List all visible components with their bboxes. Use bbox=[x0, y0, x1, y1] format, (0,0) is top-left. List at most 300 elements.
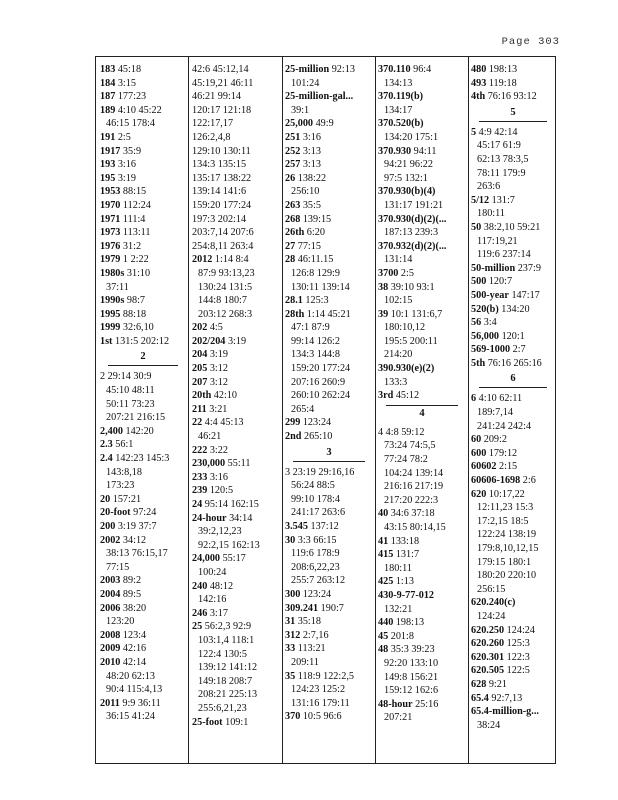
page-line-references: 2:15 bbox=[499, 461, 518, 473]
page-line-references: 62:13 78:3,5 bbox=[477, 153, 529, 165]
index-entry bbox=[471, 678, 555, 692]
page-line-references: 38:2,10 59:21 bbox=[483, 221, 541, 233]
page-line-references: 46:21 99:14 bbox=[192, 91, 241, 103]
page-line-references: 179:15 180:1 bbox=[477, 556, 532, 568]
page-line-references: 77:24 78:2 bbox=[384, 454, 428, 466]
index-entry bbox=[100, 629, 186, 643]
index-entry bbox=[100, 294, 186, 308]
index-term: 56 bbox=[471, 317, 482, 329]
index-term: 257 bbox=[285, 159, 301, 171]
index-entry bbox=[471, 221, 555, 235]
index-entry bbox=[100, 670, 186, 684]
index-entry bbox=[285, 172, 373, 186]
index-entry bbox=[378, 213, 466, 227]
page-line-references: 198:13 bbox=[488, 64, 518, 75]
index-term: 187 bbox=[100, 91, 116, 103]
page-line-references: 35:18 bbox=[297, 616, 321, 628]
index-term: 60606-1698 bbox=[471, 475, 521, 487]
index-term: 500-year bbox=[471, 289, 509, 301]
page-line-references: 208:6,22,23 bbox=[291, 561, 340, 573]
page-line-references: 35:5 bbox=[302, 199, 321, 211]
page-line-references: 134:3 144:8 bbox=[291, 349, 340, 361]
page-line-references: 3:19 37:7 bbox=[117, 521, 157, 532]
page-line-references: 134:20 175:1 bbox=[384, 131, 439, 143]
page-line-references: 2:6 bbox=[522, 475, 536, 487]
page-line-references: 113:11 bbox=[122, 227, 151, 239]
index-term: 246 bbox=[192, 607, 208, 619]
page-line-references: 131:16 179:11 bbox=[291, 697, 350, 709]
page-line-references: 39:1 bbox=[291, 104, 310, 116]
page-line-references: 102:15 bbox=[384, 295, 413, 307]
index-entry bbox=[100, 398, 186, 412]
page-line-references: 35:3 39:23 bbox=[390, 644, 435, 656]
index-term: 60 bbox=[471, 434, 482, 446]
page-line-references: 120:17 121:18 bbox=[192, 104, 252, 116]
page-line-references: 4:9 42:14 bbox=[478, 126, 518, 138]
page-line-references: 77:15 bbox=[297, 240, 321, 252]
index-entry bbox=[192, 172, 280, 186]
page-line-references: 120:5 bbox=[209, 485, 234, 497]
index-entry bbox=[192, 620, 280, 634]
index-entry bbox=[192, 158, 280, 172]
page-line-references: 97:24 bbox=[133, 507, 157, 519]
page-line-references: 216:16 217:19 bbox=[384, 481, 444, 493]
index-entry bbox=[471, 501, 555, 515]
page-line-references: 31:10 bbox=[126, 267, 151, 279]
page-line-references: 131:5 202:12 bbox=[115, 335, 170, 347]
index-entry bbox=[285, 158, 373, 172]
index-entry bbox=[192, 362, 280, 376]
index-term: 2008 bbox=[100, 629, 121, 641]
page-line-references: 3:22 bbox=[209, 444, 228, 456]
index-entry bbox=[285, 226, 373, 240]
index-entry bbox=[192, 185, 280, 199]
index-term: 38 bbox=[378, 281, 389, 293]
column-divider bbox=[468, 57, 469, 763]
index-term: 65.4 bbox=[471, 692, 489, 704]
index-term: 2,400 bbox=[100, 425, 123, 437]
index-entry bbox=[471, 153, 555, 167]
index-entry bbox=[285, 403, 373, 417]
index-term: 50 bbox=[471, 221, 482, 233]
index-entry bbox=[378, 321, 466, 335]
index-entry bbox=[285, 574, 373, 588]
index-term: 520(b) bbox=[471, 303, 499, 315]
page-line-references: 46:21 bbox=[198, 431, 222, 443]
index-term: 25-foot bbox=[192, 716, 223, 728]
index-entry bbox=[100, 615, 186, 629]
page-line-references: 265:4 bbox=[291, 403, 315, 415]
index-entry bbox=[192, 348, 280, 362]
index-entry bbox=[471, 248, 555, 262]
index-entry bbox=[192, 90, 280, 104]
index-entry bbox=[100, 63, 186, 77]
page-line-references: 98:7 bbox=[126, 295, 146, 307]
index-entry bbox=[192, 335, 280, 349]
index-entry bbox=[471, 488, 555, 502]
index-entry bbox=[378, 348, 466, 362]
page-line-references: 119:6 178:9 bbox=[291, 548, 340, 560]
index-term: 28.1 bbox=[285, 295, 303, 307]
page-line-references: 3:16 bbox=[117, 159, 136, 171]
index-term: 600 bbox=[471, 447, 487, 459]
page-line-references: 189:7,14 bbox=[477, 407, 513, 419]
index-entry bbox=[378, 671, 466, 685]
index-entry bbox=[285, 321, 373, 335]
index-term: 30 bbox=[285, 534, 296, 546]
page-line-references: 122:17,17 bbox=[192, 118, 234, 130]
page-line-references: 104:24 139:14 bbox=[384, 467, 444, 479]
page-line-references: 173:23 bbox=[106, 480, 135, 492]
index-entry bbox=[378, 362, 466, 376]
index-term: 620.301 bbox=[471, 651, 505, 663]
index-entry bbox=[100, 104, 186, 118]
page-line-references: 1:13 bbox=[395, 576, 414, 588]
index-column-5 bbox=[471, 63, 555, 759]
index-entry bbox=[285, 308, 373, 322]
index-entry bbox=[285, 479, 373, 493]
index-entry bbox=[192, 416, 280, 430]
index-entry bbox=[100, 131, 186, 145]
page-line-references: 46:11.15 bbox=[297, 254, 334, 266]
page-line-references: 122:24 138:19 bbox=[477, 529, 537, 541]
index-entry bbox=[100, 90, 186, 104]
index-term: 239 bbox=[192, 485, 208, 497]
page-line-references: 3:19 bbox=[227, 335, 247, 347]
index-term: 370.932(d)(2)(... bbox=[378, 240, 447, 252]
index-entry bbox=[285, 493, 373, 507]
index-term: 189 bbox=[100, 104, 116, 116]
index-entry bbox=[378, 535, 466, 549]
index-term: 620.250 bbox=[471, 624, 505, 636]
page-line-references: 34:12 bbox=[122, 534, 147, 546]
index-term: 28 bbox=[285, 254, 296, 266]
page-line-references: 135:17 138:22 bbox=[192, 172, 252, 184]
index-entry bbox=[471, 406, 555, 420]
index-entry bbox=[285, 104, 373, 118]
page-line-references: 2:7,16 bbox=[302, 629, 329, 641]
index-term: 370.520(b) bbox=[378, 118, 424, 130]
index-entry bbox=[100, 308, 186, 322]
index-entry bbox=[192, 376, 280, 390]
index-entry bbox=[100, 574, 186, 588]
page-line-references: 3:17 bbox=[209, 607, 228, 619]
index-entry bbox=[285, 629, 373, 643]
index-term: 26th bbox=[285, 227, 305, 239]
index-term: 309.241 bbox=[285, 602, 319, 614]
index-entry bbox=[378, 308, 466, 322]
index-entry bbox=[285, 697, 373, 711]
index-entry bbox=[471, 692, 555, 706]
index-entry bbox=[100, 697, 186, 711]
page-line-references: 25:16 bbox=[415, 698, 439, 710]
index-entry bbox=[192, 525, 280, 539]
index-entry bbox=[471, 433, 555, 447]
index-entry bbox=[100, 411, 186, 425]
index-entry bbox=[471, 180, 555, 194]
index-frame bbox=[95, 56, 556, 764]
index-term: 28th bbox=[285, 308, 305, 320]
index-entry bbox=[192, 539, 280, 553]
index-entry bbox=[285, 253, 373, 267]
index-entry bbox=[471, 528, 555, 542]
index-entry bbox=[192, 716, 280, 730]
index-term: 2012 bbox=[192, 254, 213, 266]
index-term: 24-hour bbox=[192, 512, 227, 524]
index-entry bbox=[192, 104, 280, 118]
index-entry bbox=[100, 466, 186, 480]
index-entry bbox=[471, 651, 555, 665]
index-term: 2010 bbox=[100, 656, 121, 668]
index-entry bbox=[192, 688, 280, 702]
index-entry bbox=[192, 253, 280, 267]
index-entry bbox=[378, 426, 466, 440]
index-section-letter: 6 bbox=[479, 372, 547, 388]
index-entry bbox=[378, 226, 466, 240]
index-entry bbox=[192, 593, 280, 607]
page-line-references: 142:16 bbox=[198, 594, 227, 606]
index-term: 230,000 bbox=[192, 458, 226, 470]
index-entry bbox=[192, 199, 280, 213]
page-line-references: 208:21 225:13 bbox=[198, 689, 258, 701]
index-term: 312 bbox=[285, 629, 301, 641]
index-term: 370.930(b)(4) bbox=[378, 186, 436, 198]
index-entry bbox=[285, 131, 373, 145]
page-line-references: 100:24 bbox=[198, 566, 227, 578]
index-term: 440 bbox=[378, 617, 394, 629]
index-entry bbox=[100, 506, 186, 520]
index-entry bbox=[192, 321, 280, 335]
page-line-references: 3:13 bbox=[302, 145, 321, 157]
index-term: 240 bbox=[192, 580, 208, 592]
page-line-references: 129:10 130:11 bbox=[192, 145, 251, 157]
index-entry bbox=[471, 63, 555, 77]
index-entry bbox=[100, 425, 186, 439]
index-entry bbox=[100, 321, 186, 335]
index-entry bbox=[100, 493, 186, 507]
index-entry bbox=[471, 542, 555, 556]
page-line-references: 1 2:22 bbox=[122, 254, 149, 266]
index-term: 45 bbox=[378, 630, 389, 642]
index-term: 2006 bbox=[100, 602, 121, 614]
index-term: 5/12 bbox=[471, 194, 490, 206]
page-line-references: 131:7 bbox=[491, 194, 515, 206]
index-entry bbox=[100, 656, 186, 670]
page-line-references: 34:14 bbox=[229, 512, 253, 524]
index-term: 20th bbox=[192, 390, 212, 402]
index-term: 22 bbox=[192, 417, 203, 429]
index-entry bbox=[285, 376, 373, 390]
page-line-references: 39:10 93:1 bbox=[390, 281, 435, 293]
page-line-references: 134:17 bbox=[384, 104, 413, 116]
page-line-references: 131:17 191:21 bbox=[384, 199, 444, 211]
index-term: 1971 bbox=[100, 213, 121, 225]
page-line-references: 111:4 bbox=[122, 213, 146, 225]
index-term: 184 bbox=[100, 77, 116, 89]
index-term: 1980s bbox=[100, 267, 125, 279]
index-entry bbox=[471, 194, 555, 208]
page-line-references: 10:1 131:6,7 bbox=[390, 308, 443, 320]
page-line-references: 2:5 bbox=[117, 131, 131, 143]
index-entry bbox=[100, 185, 186, 199]
page-line-references: 120:7 bbox=[488, 276, 513, 288]
index-term: 183 bbox=[100, 64, 116, 75]
page-line-references: 42:14 bbox=[122, 656, 147, 668]
index-entry bbox=[100, 561, 186, 575]
index-entry bbox=[100, 588, 186, 602]
index-term: 1970 bbox=[100, 199, 121, 211]
page-line-references: 255:7 263:12 bbox=[291, 575, 346, 587]
index-term: 56,000 bbox=[471, 330, 500, 342]
index-entry bbox=[285, 506, 373, 520]
page-line-references: 2 29:14 30:9 bbox=[100, 371, 152, 383]
page-line-references: 122:3 bbox=[506, 651, 530, 663]
page-line-references: 49:9 bbox=[315, 118, 334, 130]
index-term: 25-million bbox=[285, 64, 330, 75]
index-term: 4th bbox=[471, 91, 486, 103]
index-term: 251 bbox=[285, 131, 301, 143]
index-term: 620.240(c) bbox=[471, 597, 516, 609]
index-section-letter: 5 bbox=[479, 106, 547, 122]
page-line-references: 90:4 115:4,13 bbox=[106, 684, 163, 696]
page-line-references: 122:4 130:5 bbox=[198, 648, 247, 660]
page-line-references: 122:5 bbox=[506, 665, 530, 677]
index-term: 628 bbox=[471, 678, 487, 690]
index-entry bbox=[192, 308, 280, 322]
page-line-references: 137:12 bbox=[310, 521, 339, 532]
page-line-references: 133:18 bbox=[390, 535, 420, 547]
index-entry bbox=[192, 77, 280, 91]
index-entry bbox=[471, 316, 555, 330]
index-entry bbox=[192, 471, 280, 485]
page-line-references: 159:20 177:24 bbox=[192, 199, 252, 211]
index-term: 35 bbox=[285, 670, 296, 682]
index-entry bbox=[471, 126, 555, 140]
page-line-references: 147:17 bbox=[511, 289, 540, 301]
index-term: 48-hour bbox=[378, 698, 413, 710]
page-line-references: 139:14 141:6 bbox=[192, 186, 247, 198]
index-entry bbox=[192, 281, 280, 295]
index-entry bbox=[192, 131, 280, 145]
index-term: 569-1000 bbox=[471, 344, 511, 356]
index-entry bbox=[378, 199, 466, 213]
page-line-references: 55:11 bbox=[227, 458, 251, 470]
page-line-references: 47:1 87:9 bbox=[291, 322, 330, 334]
index-entry bbox=[285, 117, 373, 131]
page-line-references: 92:2,15 162:13 bbox=[198, 539, 260, 551]
index-term: 65.4-million-g... bbox=[471, 706, 539, 718]
page-line-references: 48:20 62:13 bbox=[106, 670, 155, 682]
page-line-references: 42:10 bbox=[213, 390, 238, 402]
index-term: 202/204 bbox=[192, 335, 226, 347]
index-entry bbox=[471, 77, 555, 91]
page-line-references: 3:3 66:15 bbox=[297, 534, 337, 546]
index-term: 3rd bbox=[378, 390, 394, 402]
page-line-references: 123:20 bbox=[106, 616, 135, 628]
index-term: 24 bbox=[192, 499, 203, 510]
index-entry bbox=[378, 131, 466, 145]
index-entry bbox=[471, 583, 555, 597]
index-section-letter: 4 bbox=[386, 405, 458, 422]
index-term: 26 bbox=[285, 172, 296, 184]
index-entry bbox=[378, 711, 466, 725]
index-term: 1995 bbox=[100, 308, 121, 320]
page-line-references: 76:16 93:12 bbox=[487, 91, 537, 103]
index-term: 39 bbox=[378, 308, 389, 320]
index-term: 50-million bbox=[471, 262, 516, 274]
index-entry bbox=[192, 117, 280, 131]
index-entry bbox=[192, 675, 280, 689]
index-entry bbox=[285, 466, 373, 480]
index-term: 25 bbox=[192, 621, 203, 633]
page-line-references: 187:13 239:3 bbox=[384, 227, 439, 239]
page-line-references: 3:19 bbox=[117, 172, 136, 184]
index-entry bbox=[192, 512, 280, 526]
index-entry bbox=[100, 213, 186, 227]
index-entry bbox=[192, 430, 280, 444]
page-line-references: 45:19,21 46:11 bbox=[192, 77, 254, 89]
index-entry bbox=[378, 294, 466, 308]
page-line-references: 131:14 bbox=[384, 254, 413, 266]
index-entry bbox=[100, 547, 186, 561]
index-entry bbox=[100, 172, 186, 186]
index-term: 500 bbox=[471, 276, 487, 288]
page-line-references: 203:7,14 207:6 bbox=[192, 227, 254, 239]
page-line-references: 209:2 bbox=[483, 434, 507, 446]
index-entry bbox=[471, 275, 555, 289]
page-line-references: 207:21 216:15 bbox=[106, 412, 166, 424]
page-line-references: 89:2 bbox=[122, 575, 142, 587]
index-term: 3.545 bbox=[285, 521, 308, 532]
index-entry bbox=[378, 507, 466, 521]
index-entry bbox=[192, 226, 280, 240]
index-entry bbox=[471, 556, 555, 570]
index-term: 24,000 bbox=[192, 553, 221, 565]
page-line-references: 3:21 bbox=[209, 403, 228, 415]
index-term: 620 bbox=[471, 488, 487, 500]
index-entry bbox=[192, 145, 280, 159]
index-term: 370.110 bbox=[378, 64, 411, 75]
index-term: 1917 bbox=[100, 145, 121, 157]
page-line-references: 31:2 bbox=[122, 240, 142, 252]
index-entry bbox=[100, 370, 186, 384]
index-entry bbox=[285, 588, 373, 602]
index-entry bbox=[471, 474, 555, 488]
index-entry bbox=[378, 603, 466, 617]
index-entry bbox=[285, 547, 373, 561]
index-term: 40 bbox=[378, 508, 389, 520]
index-entry bbox=[378, 698, 466, 712]
index-entry bbox=[285, 534, 373, 548]
page-line-references: 134:20 bbox=[501, 303, 530, 315]
page-line-references: 3:12 bbox=[209, 376, 228, 388]
index-entry bbox=[378, 575, 466, 589]
page-line-references: 256:10 bbox=[291, 186, 320, 198]
page-line-references: 45:18 bbox=[117, 64, 142, 75]
index-entry bbox=[471, 235, 555, 249]
index-entry bbox=[192, 213, 280, 227]
index-term: 233 bbox=[192, 471, 208, 483]
page-line-references: 76:16 265:16 bbox=[487, 357, 542, 369]
index-term: 48 bbox=[378, 644, 389, 656]
index-term: 252 bbox=[285, 145, 301, 157]
page-line-references: 131:7 bbox=[395, 549, 420, 561]
index-entry bbox=[100, 642, 186, 656]
index-column-3 bbox=[285, 63, 373, 759]
index-entry bbox=[285, 281, 373, 295]
page-line-references: 143:8,18 bbox=[106, 466, 142, 478]
index-entry bbox=[192, 648, 280, 662]
